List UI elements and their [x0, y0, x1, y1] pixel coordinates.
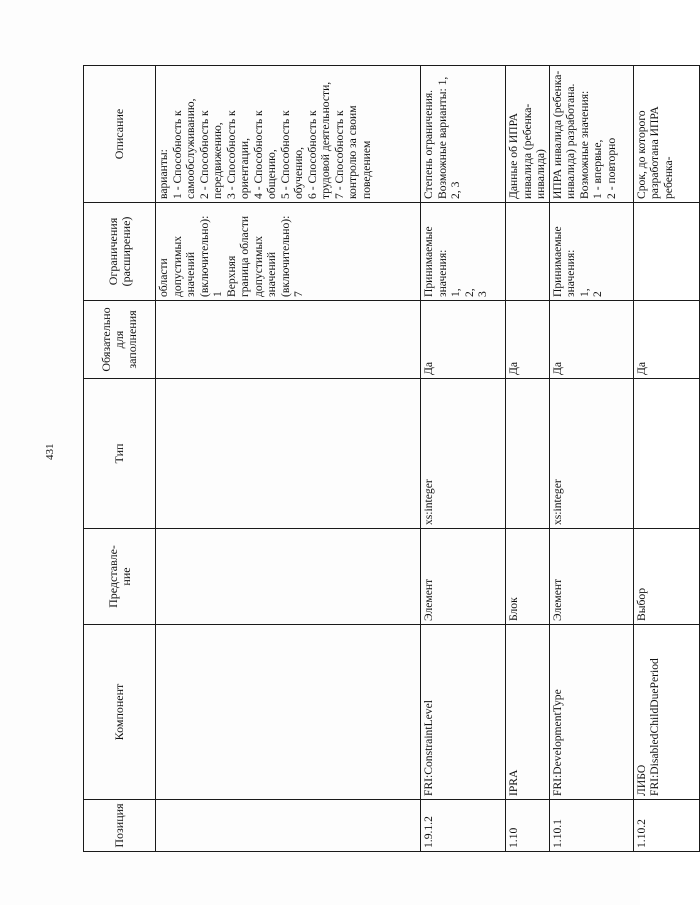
cell-required: Да	[421, 301, 506, 379]
header-row	[84, 66, 156, 852]
cell-type: xs:integer	[549, 379, 633, 529]
cell-representation: Элемент	[549, 529, 633, 625]
cell-description: варианты: 1 - Способность к самообслуживанию, 2 - Способность к передвижению, 3 - Способность к ориентации, 4 - Способность к общению, 5 - Способность к обучению, 6 - Способность к трудовой деятельности, 7 - Способность к контролю за своим поведением	[156, 66, 421, 203]
spec-table	[83, 65, 700, 852]
page-number: 431	[44, 443, 56, 460]
cell-constraint: области допустимых значений (включительно): 1 Верхняя граница области допустимых значений (включительно): 7	[156, 203, 421, 301]
cell-representation: Выбор	[633, 529, 699, 625]
cell-representation: Элемент	[421, 529, 506, 625]
cell-type	[506, 379, 550, 529]
table-row	[156, 66, 421, 852]
header-required: Обязательно для заполнения	[84, 301, 156, 379]
cell-constraint: Принимаемые значения: 1, 2, 3	[421, 203, 506, 301]
table-row	[633, 66, 699, 852]
cell-component: FRI:DevelopmentType	[549, 625, 633, 800]
header-constraint: Ограничения (расширение)	[84, 203, 156, 301]
cell-representation: Блок	[506, 529, 550, 625]
table-row	[506, 66, 550, 852]
cell-component: FRI:ConstraintLevel	[421, 625, 506, 800]
cell-component	[156, 625, 421, 800]
cell-type	[633, 379, 699, 529]
cell-description: Срок, до которого разработана ИПРА ребенка-	[633, 66, 699, 203]
cell-constraint	[506, 203, 550, 301]
cell-component: IPRA	[506, 625, 550, 800]
cell-position: 1.9.1.2	[421, 800, 506, 852]
header-representation: Представле- ние	[84, 529, 156, 625]
cell-position: 1.10.2	[633, 800, 699, 852]
cell-required: Да	[633, 301, 699, 379]
cell-position	[156, 800, 421, 852]
cell-constraint	[633, 203, 699, 301]
cell-description: ИПРА инвалида (ребенка-инвалида) разработана. Возможные значения: 1 - впервые, 2 - повторно	[549, 66, 633, 203]
table-row	[549, 66, 633, 852]
header-position: Позиция	[84, 800, 156, 852]
cell-required: Да	[506, 301, 550, 379]
header-description: Описание	[84, 66, 156, 203]
cell-position: 1.10.1	[549, 800, 633, 852]
cell-description: Данные об ИПРА инвалида (ребенка-инвалида)	[506, 66, 550, 203]
cell-position: 1.10	[506, 800, 550, 852]
cell-type: xs:integer	[421, 379, 506, 529]
cell-type	[156, 379, 421, 529]
cell-required: Да	[549, 301, 633, 379]
table-row	[421, 66, 506, 852]
cell-constraint: Принимаемые значения: 1, 2	[549, 203, 633, 301]
cell-component: ЛИБО FRI:DisabledChildDuePeriod	[633, 625, 699, 800]
cell-required	[156, 301, 421, 379]
header-type: Тип	[84, 379, 156, 529]
cell-representation	[156, 529, 421, 625]
cell-description: Степень ограничения. Возможные варианты: 1, 2, 3	[421, 66, 506, 203]
rotated-table-container	[83, 66, 675, 852]
header-component: Компонент	[84, 625, 156, 800]
